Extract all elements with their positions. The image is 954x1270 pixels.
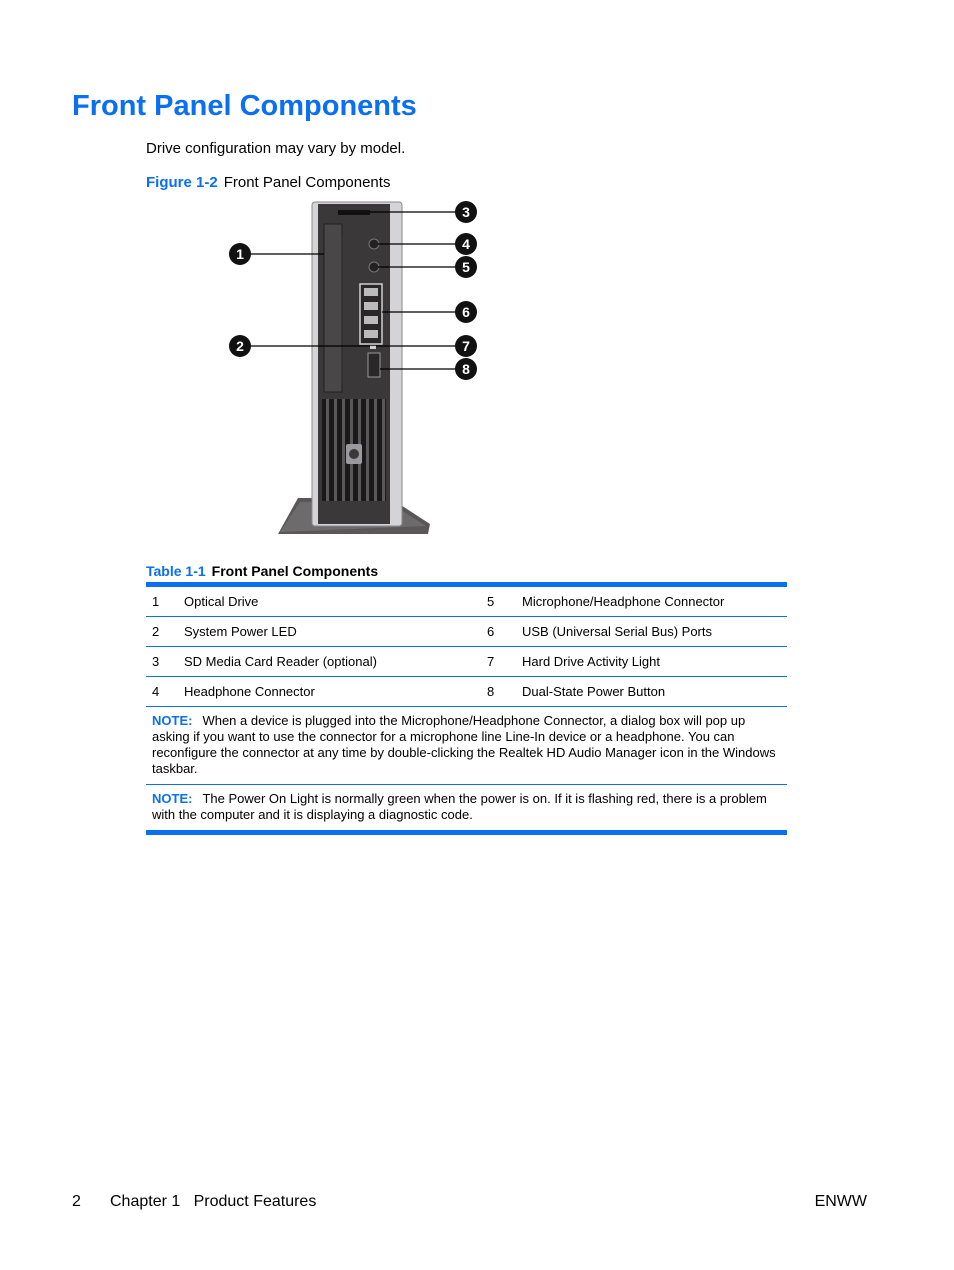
optical-drive [324,224,342,392]
item-number: 7 [487,654,495,669]
callout-6: 6 [462,304,470,320]
item-number: 1 [152,594,160,609]
figure-caption-text: Front Panel Components [223,174,391,191]
table-row [146,587,787,617]
table-row [146,677,787,707]
computer-illustration [220,196,490,540]
callout-2: 2 [236,338,244,354]
note-label: NOTE: [152,713,193,728]
note-label: NOTE: [152,791,193,806]
intro-text: Drive configuration may vary by model. [146,140,406,157]
callout-1: 1 [236,246,244,262]
item-name: Optical Drive [184,594,259,609]
hdd-activity-light [370,346,376,349]
item-name: Headphone Connector [184,684,315,699]
microphone-jack [369,262,379,272]
table-note [146,785,787,830]
card-reader-slot [338,210,370,215]
components-table [146,582,787,835]
power-button [368,353,380,377]
table-caption [146,563,378,579]
item-number: 3 [152,654,160,669]
table-note [146,707,787,785]
figure-caption [146,174,390,191]
note-text: When a device is plugged into the Microphone/Headphone Connector, a dialog box will pop up asking if you want to use the connector for a microphone line Line-In device or a headphone. You can reconfigure the connector at any time by double-clicking the Realtek HD Audio Manager icon in the Windows taskbar. [152,713,776,776]
item-number: 4 [152,684,160,699]
footer-right: ENWW [814,1193,867,1210]
callout-5: 5 [462,259,470,275]
footer-page-number: 2 [72,1193,81,1210]
table-row [146,647,787,677]
item-name: Dual-State Power Button [522,684,666,699]
table-row [146,617,787,647]
figure-label: Figure 1-2 [146,174,218,191]
footer-chapter: Chapter 1 Product Features [110,1193,317,1210]
callout-8: 8 [462,361,470,377]
callout-7: 7 [462,338,470,354]
computer-front-panel-figure [220,196,490,540]
item-name: SD Media Card Reader (optional) [184,654,377,669]
item-number: 6 [487,624,495,639]
callout-3: 3 [462,204,470,220]
item-number: 5 [487,594,495,609]
item-name: Hard Drive Activity Light [522,654,660,669]
table-caption-text: Front Panel Components [211,563,379,579]
headphone-jack [369,239,379,249]
table-label: Table 1-1 [146,563,206,579]
item-name: System Power LED [184,624,297,639]
item-name: Microphone/Headphone Connector [522,594,725,609]
note-text: The Power On Light is normally green when the power is on. If it is flashing red, there is a problem with the computer and it is displaying a diagnostic code. [152,791,767,822]
item-name: USB (Universal Serial Bus) Ports [522,624,712,639]
item-number: 2 [152,624,160,639]
item-number: 8 [487,684,495,699]
callout-4: 4 [462,236,470,252]
page-title: Front Panel Components [72,90,417,122]
